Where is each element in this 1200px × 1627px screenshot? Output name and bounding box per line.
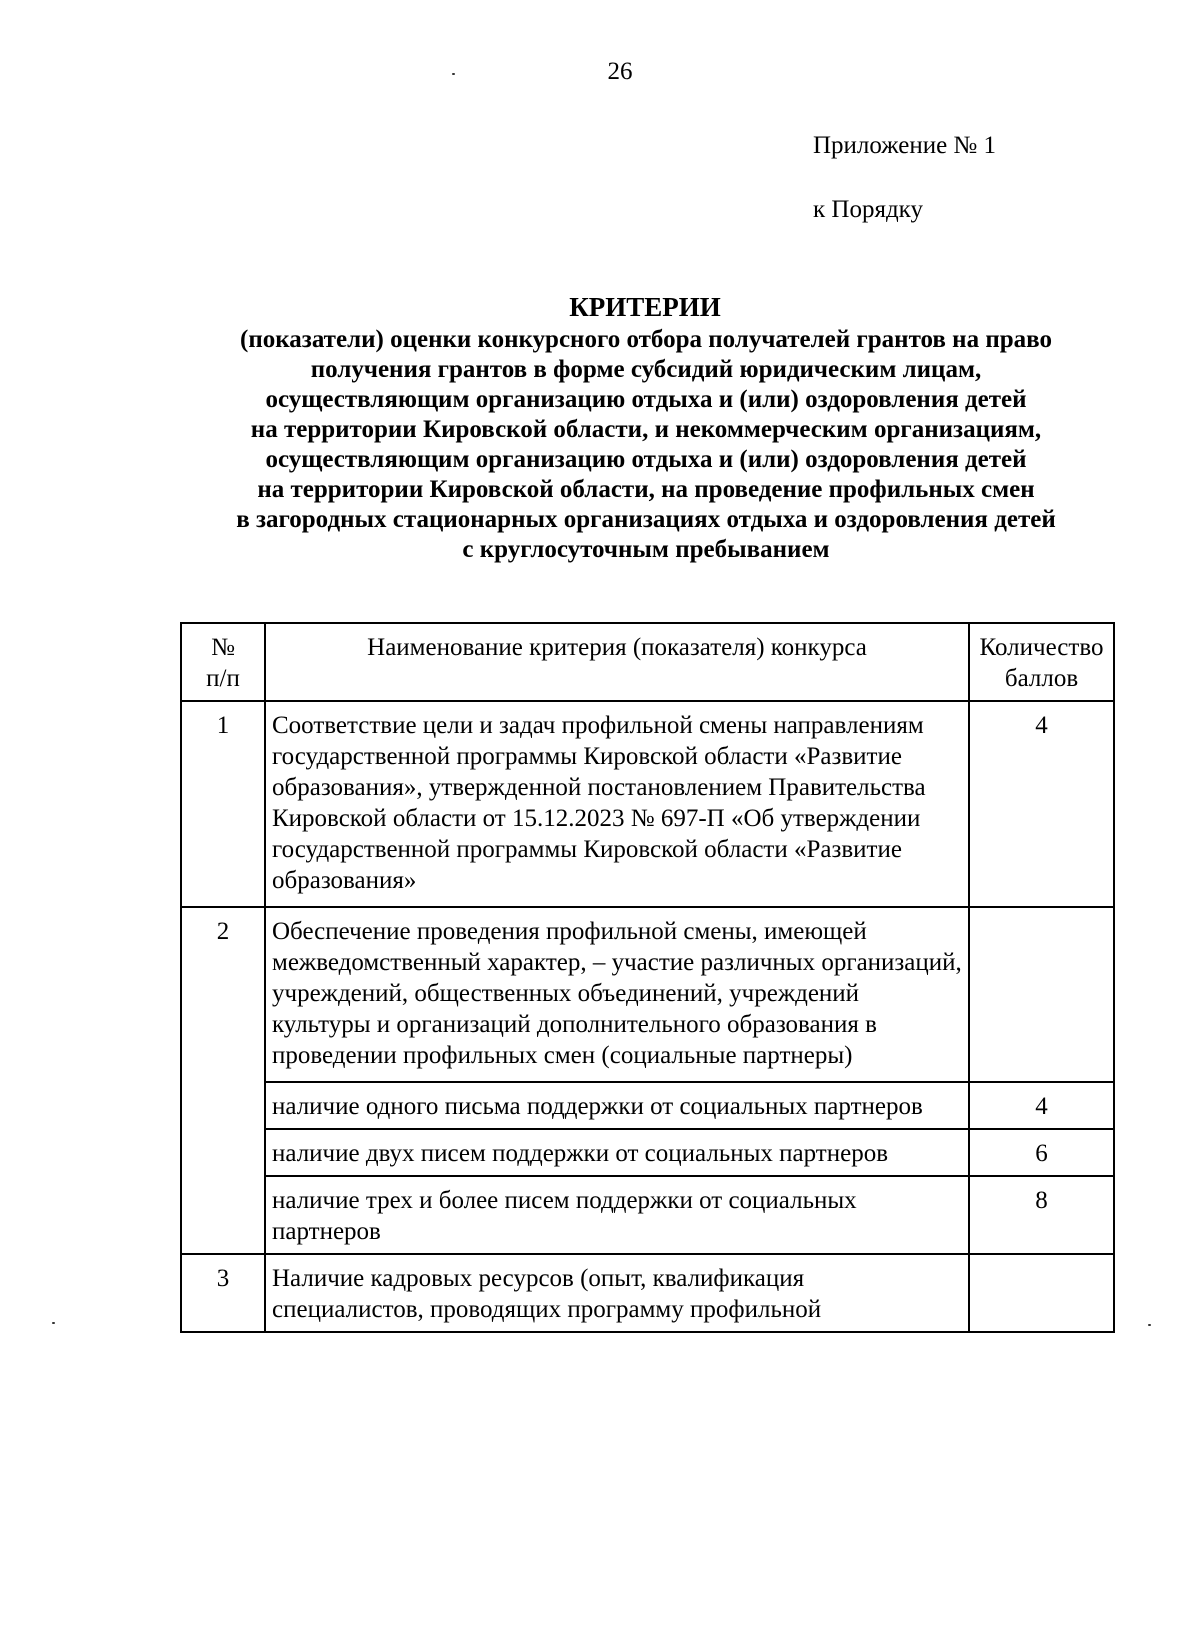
table-subrow	[181, 1129, 1114, 1176]
criterion-subtext: наличие одного письма поддержки от социальных партнеров	[265, 1082, 969, 1129]
appendix-reference: к Порядку	[813, 196, 923, 223]
subtitle-line: осуществляющим организацию отдыха и (или) оздоровления детей	[265, 386, 1027, 413]
header-score-line2: баллов	[1004, 665, 1079, 692]
subtitle-line: осуществляющим организацию отдыха и (или) оздоровления детей	[265, 446, 1027, 473]
subtitle-line: на территории Кировской области, и некоммерческим организациям,	[250, 416, 1042, 443]
criterion-score	[969, 1254, 1114, 1332]
table-header-row	[181, 623, 1114, 701]
header-score-line1: Количество	[979, 634, 1104, 661]
document-subtitle	[150, 325, 1142, 565]
criterion-subtext: наличие трех и более писем поддержки от социальных партнеров	[265, 1176, 969, 1254]
subtitle-line: с круглосуточным пребыванием	[462, 536, 830, 563]
table-row	[181, 907, 1114, 1082]
scan-artifact	[452, 73, 455, 75]
document-title: КРИТЕРИИ	[569, 292, 721, 322]
subtitle-line: получения грантов в форме субсидий юридическим лицам,	[310, 356, 982, 383]
row-number: 3	[181, 1254, 265, 1332]
criterion-score: 4	[969, 701, 1114, 907]
criterion-score: 4	[969, 1082, 1114, 1129]
header-score	[969, 623, 1114, 701]
subtitle-line: (показатели) оценки конкурсного отбора получателей грантов на право	[240, 326, 1052, 353]
table-row	[181, 701, 1114, 907]
criterion-score: 6	[969, 1129, 1114, 1176]
row-number: 2	[181, 907, 265, 1254]
scan-artifact	[1148, 1324, 1151, 1326]
appendix-label: Приложение № 1	[813, 132, 997, 159]
criteria-table	[180, 622, 1115, 1333]
scan-artifact	[52, 1322, 55, 1324]
criterion-score: 8	[969, 1176, 1114, 1254]
subtitle-line: в загородных стационарных организациях отдыха и оздоровления детей	[236, 506, 1056, 533]
header-number	[181, 623, 265, 701]
criterion-text: Обеспечение проведения профильной смены, имеющей межведомственный характер, – участие различных организаций, учреждений, общественных объединений, учреждений культуры и организаций дополнительного образования в проведении профильных смен (социальные партнеры)	[265, 907, 969, 1082]
criterion-text: Наличие кадровых ресурсов (опыт, квалификация специалистов, проводящих программу профильной	[265, 1254, 969, 1332]
criterion-subtext: наличие двух писем поддержки от социальных партнеров	[265, 1129, 969, 1176]
subtitle-line: на территории Кировской области, на проведение профильных смен	[257, 476, 1035, 503]
row-number: 1	[181, 701, 265, 907]
page-number: 26	[607, 58, 633, 85]
table-subrow	[181, 1176, 1114, 1254]
criterion-score	[969, 907, 1114, 1082]
header-number-sign: №	[211, 634, 235, 661]
criterion-text: Соответствие цели и задач профильной смены направлениям государственной программы Кировской области «Развитие образования», утвержденной постановлением Правительства Кировской области от 15.12.2023 № 697-П «Об утверждении государственной программы Кировской области «Развитие образования»	[265, 701, 969, 907]
table-subrow	[181, 1082, 1114, 1129]
table-row	[181, 1254, 1114, 1332]
header-criterion-name: Наименование критерия (показателя) конкурса	[265, 623, 969, 701]
header-number-abbr: п/п	[206, 665, 240, 692]
